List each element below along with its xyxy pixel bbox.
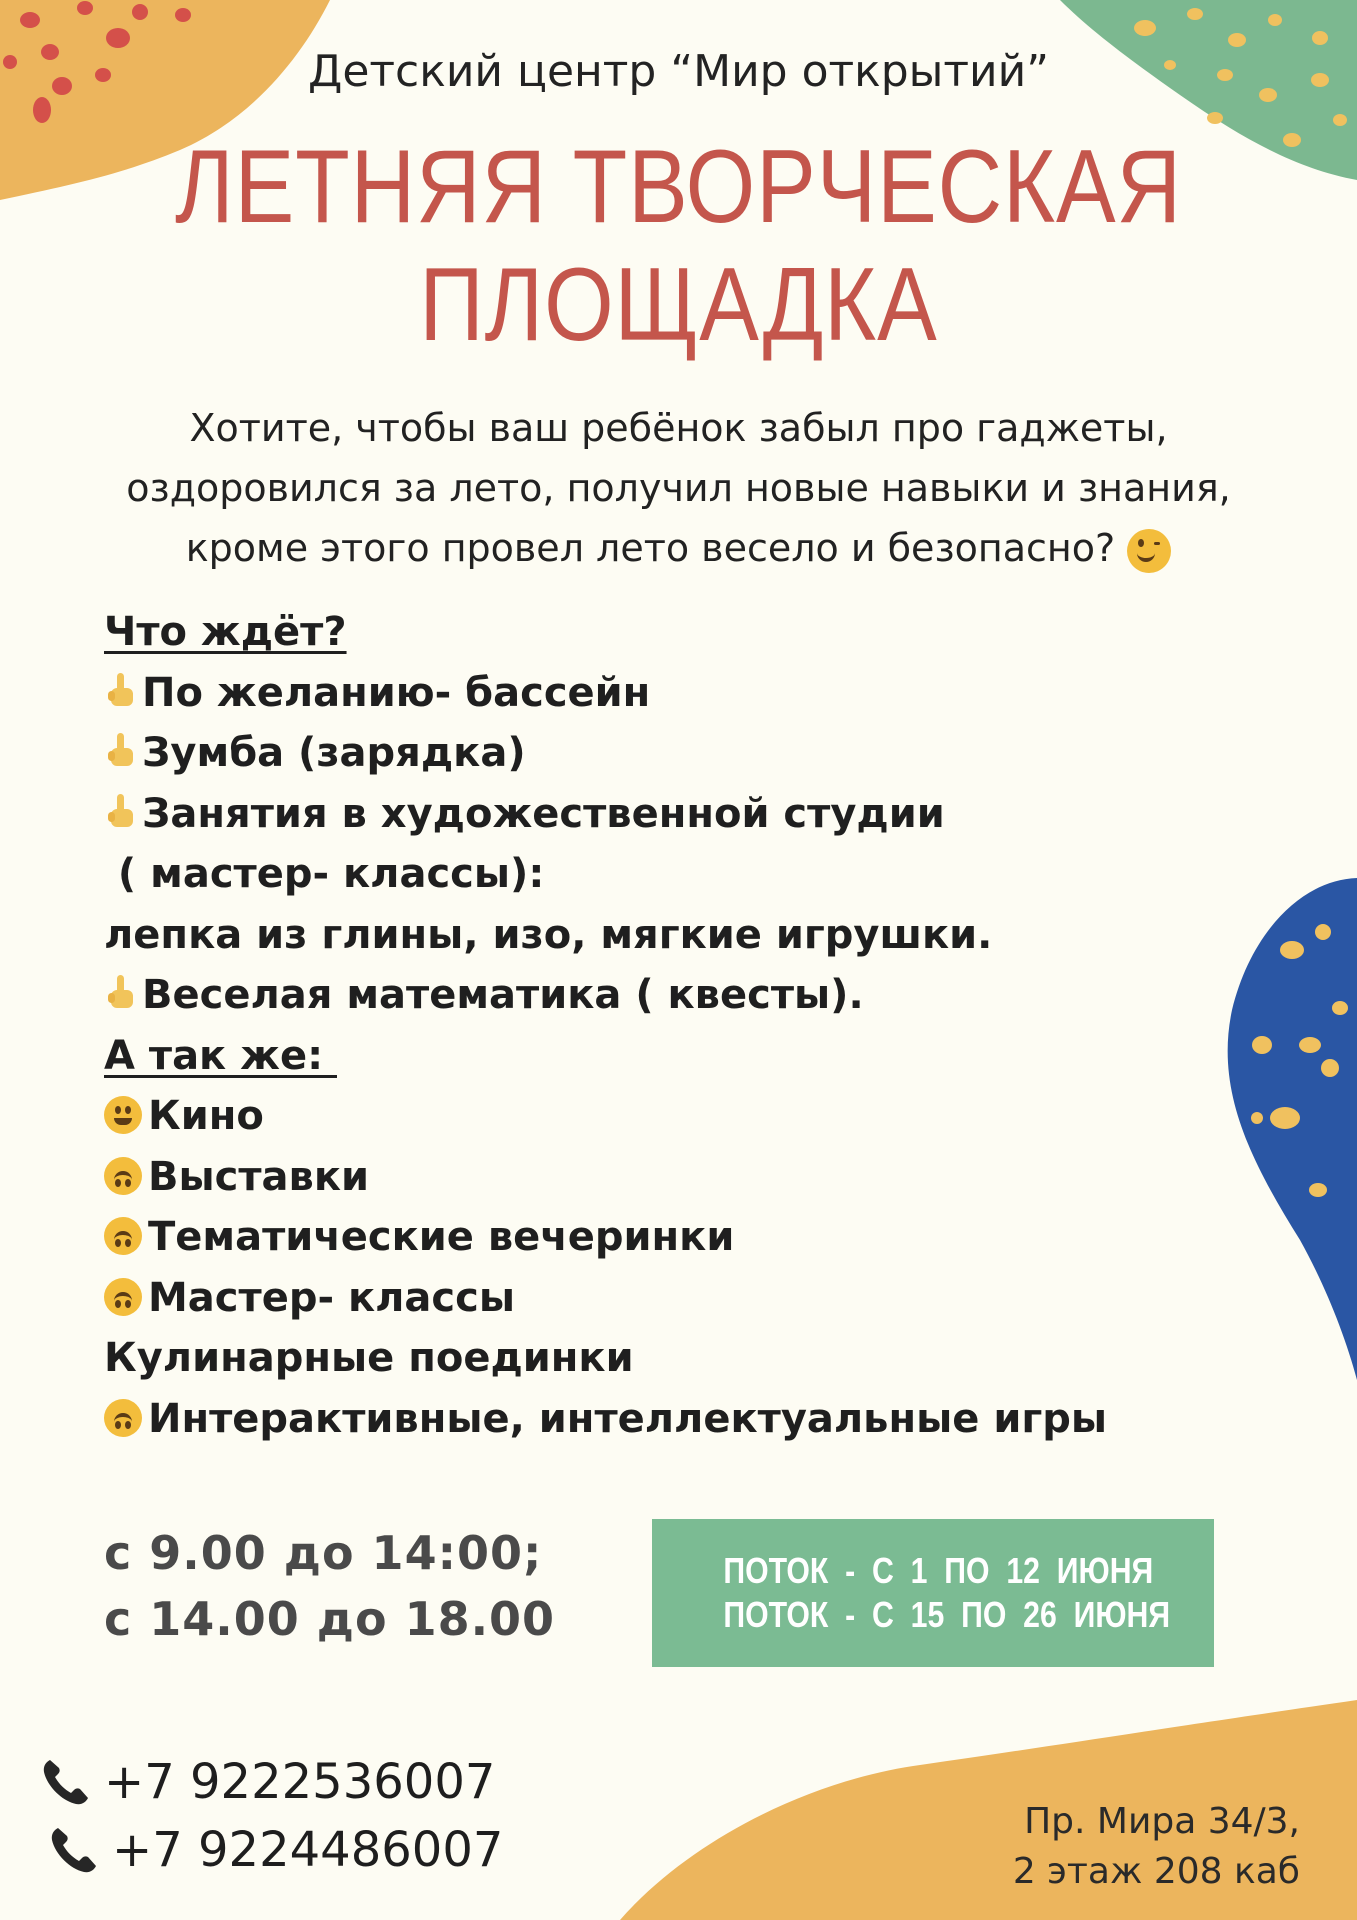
phone-number-2: +7 9224486007 xyxy=(112,1822,504,1878)
pointing-hand-icon xyxy=(104,671,138,711)
pointing-hand-icon xyxy=(104,973,138,1013)
streams-text xyxy=(652,1549,1171,1637)
list-item: По желанию- бассейн xyxy=(104,663,1224,724)
wink-face-icon xyxy=(1127,529,1171,573)
intro-line-3 xyxy=(60,518,1297,578)
phone-icon xyxy=(40,1756,92,1808)
list-item: Тематические вечеринки xyxy=(104,1207,1224,1268)
stream-2: ПОТОК - С 15 ПО 26 ИЮНЯ xyxy=(723,1594,1171,1635)
list-item: Веселая математика ( квесты). xyxy=(104,965,1224,1026)
phone-number-1: +7 9222536007 xyxy=(104,1754,496,1810)
what-awaits-heading: Что ждёт? xyxy=(104,609,347,655)
title-line-2: ПЛОЩАДКА xyxy=(419,247,938,363)
list-item: Занятия в художественной студии xyxy=(104,784,1224,845)
list-item: Кулинарные поединки xyxy=(104,1335,634,1381)
hours-line-1: с 9.00 до 14:00; xyxy=(104,1526,543,1580)
page-title xyxy=(95,128,1262,364)
upside-down-face-icon xyxy=(104,1399,142,1437)
upside-down-face-icon xyxy=(104,1278,142,1316)
list-item: Мастер- классы xyxy=(104,1268,1224,1329)
intro-text xyxy=(60,398,1297,578)
upside-down-face-icon xyxy=(104,1217,142,1255)
pointing-hand-icon xyxy=(104,792,138,832)
title-line-1: ЛЕТНЯЯ ТВОРЧЕСКАЯ xyxy=(175,129,1182,245)
list-item: Выставки xyxy=(104,1147,1224,1208)
intro-line-1: Хотите, чтобы ваш ребёнок забыл про гаджеты, xyxy=(189,406,1168,450)
stream-1: ПОТОК - С 1 ПО 12 ИЮНЯ xyxy=(723,1550,1154,1591)
intro-line-3-text: кроме этого провел лето весело и безопасно? xyxy=(185,526,1116,570)
smiling-face-icon xyxy=(104,1096,142,1134)
phone-row-1 xyxy=(40,1748,503,1816)
address-line-1: Пр. Мира 34/3, xyxy=(1024,1801,1300,1842)
list-item: Кино xyxy=(104,1086,1224,1147)
phone-icon xyxy=(48,1824,100,1876)
list-item: Интерактивные, интеллектуальные игры xyxy=(104,1389,1224,1450)
address xyxy=(940,1797,1300,1897)
also-heading: А так же: xyxy=(104,1032,337,1079)
intro-line-2: оздоровился за лето, получил новые навыки и знания, xyxy=(126,466,1231,510)
streams-box xyxy=(652,1519,1214,1667)
address-line-2: 2 этаж 208 каб xyxy=(1012,1851,1300,1892)
hours-line-2: с 14.00 до 18.00 xyxy=(104,1592,556,1646)
upside-down-face-icon xyxy=(104,1157,142,1195)
activities-list xyxy=(104,602,1224,1449)
phone-row-2 xyxy=(40,1816,503,1884)
organization-name: Детский центр “Мир открытий” xyxy=(307,46,1050,97)
pointing-hand-icon xyxy=(104,731,138,771)
working-hours xyxy=(104,1520,555,1652)
phone-contacts xyxy=(40,1748,503,1884)
list-item: ( мастер- классы): xyxy=(104,851,545,897)
list-item: Зумба (зарядка) xyxy=(104,723,1224,784)
list-item: лепка из глины, изо, мягкие игрушки. xyxy=(104,911,993,958)
